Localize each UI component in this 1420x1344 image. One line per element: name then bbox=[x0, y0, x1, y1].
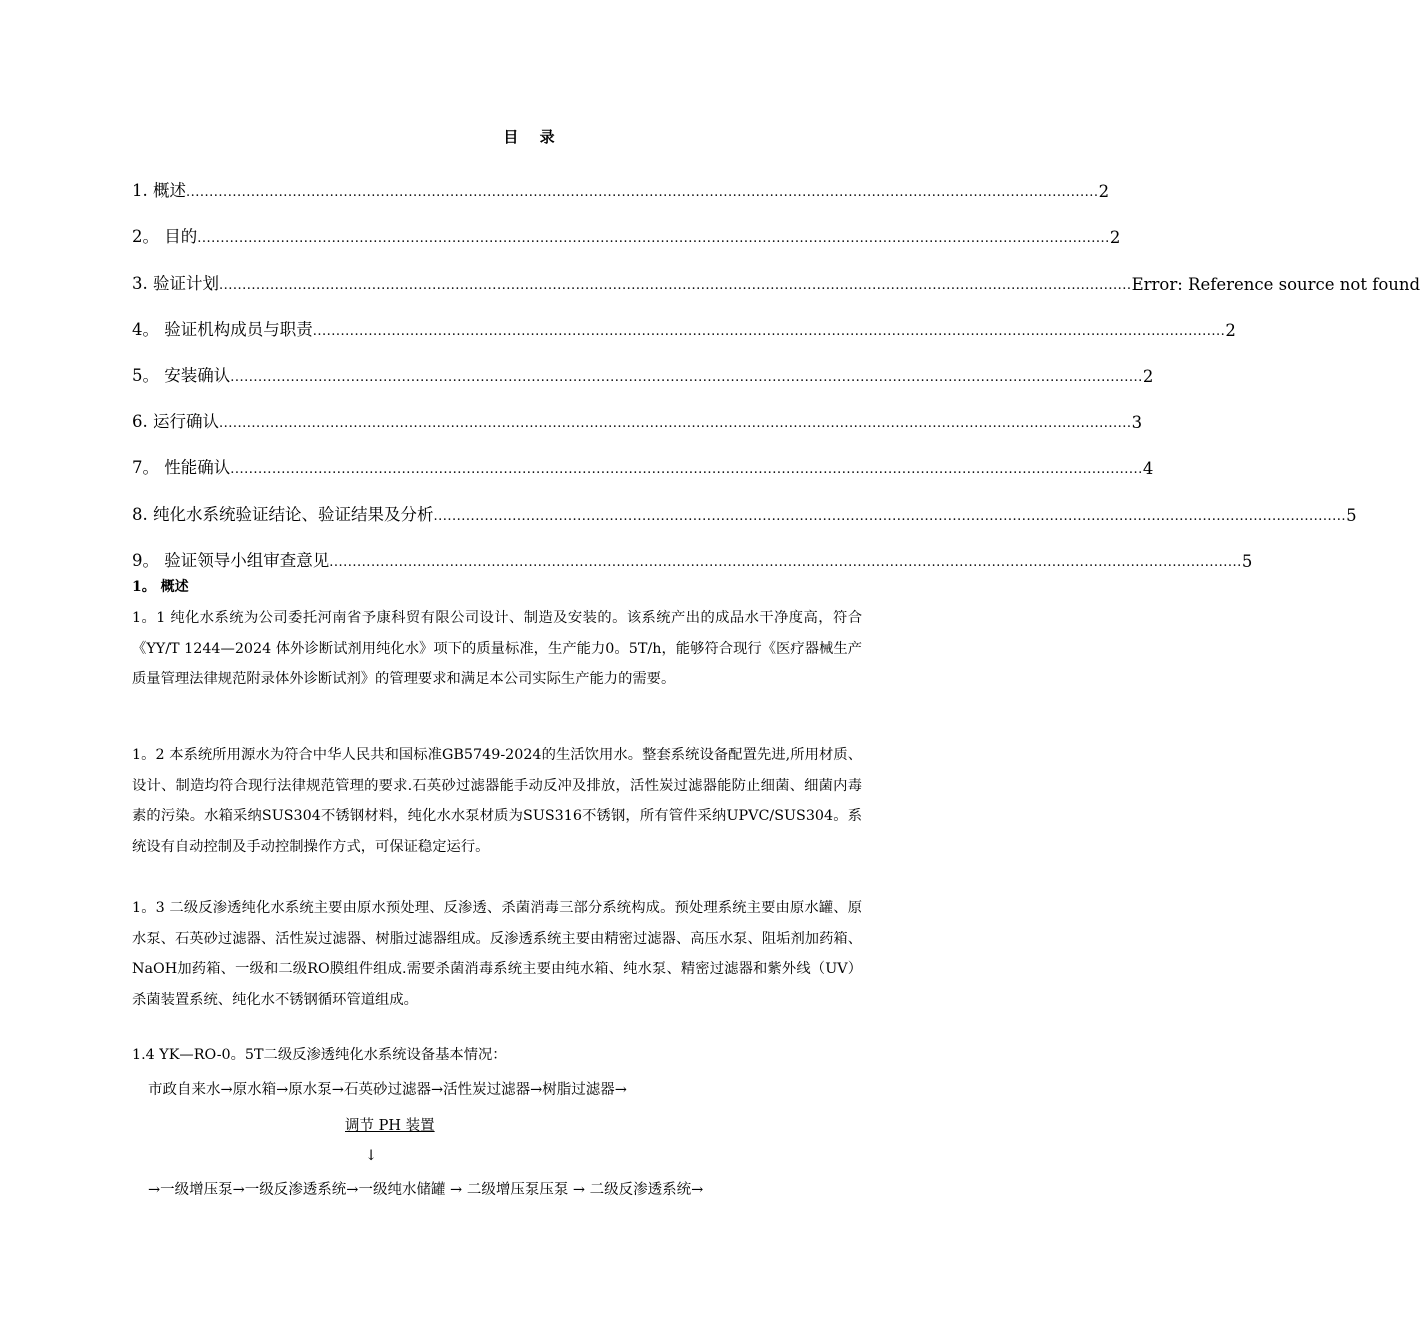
toc-item[interactable] bbox=[132, 386, 1143, 433]
toc-leader: ..................................................................................................................................................................................................... bbox=[329, 554, 1242, 570]
section-heading: 1。 概述 bbox=[132, 579, 189, 595]
toc-item[interactable] bbox=[132, 432, 1154, 479]
toc-item-page: 4 bbox=[1142, 459, 1154, 479]
toc-item-label: 9。 验证领导小组审查意见 bbox=[132, 550, 330, 570]
toc-item-label: 5。 安装确认 bbox=[132, 365, 231, 385]
toc-item-page: Error: Reference source not found bbox=[1131, 274, 1420, 294]
toc-item-label: 3. 验证计划 bbox=[132, 273, 219, 293]
toc-leader: ..................................................................................................................................................................................................... bbox=[197, 231, 1110, 247]
arrow-down-icon: ↓ bbox=[365, 1148, 378, 1164]
toc-leader: ..................................................................................................................................................................................................... bbox=[230, 369, 1143, 385]
toc-item-page: 5 bbox=[1241, 551, 1253, 571]
toc-leader: ..................................................................................................................................................................................................... bbox=[230, 462, 1143, 478]
toc-item[interactable] bbox=[132, 247, 1420, 294]
toc-leader: ..................................................................................................................................................................................................... bbox=[219, 416, 1132, 432]
toc-leader: ..................................................................................................................................................................................................... bbox=[312, 323, 1226, 339]
toc-item-label: 8. 纯化水系统验证结论、验证结果及分析 bbox=[132, 504, 434, 524]
toc-item-label: 2。 目的 bbox=[132, 227, 198, 247]
toc-item-page: 2 bbox=[1098, 182, 1110, 202]
toc-item[interactable] bbox=[132, 525, 1253, 571]
toc-item-page: 3 bbox=[1131, 413, 1143, 433]
toc-leader: ..................................................................................................................................................................................................... bbox=[186, 185, 1099, 201]
toc-item-page: 5 bbox=[1346, 505, 1357, 525]
paragraph-1-1: 1。1 纯化水系统为公司委托河南省予康科贸有限公司设计、制造及安装的。该系统产出的成品水干净度高，符合《YY/T 1244—2024 体外诊断试剂用纯化水》项下的质量标准，生产能力0。5T/h，能够符合现行《医疗器械生产质量管理法律规范附录体外诊断试剂》的管理要求和满足本公司实际生产能力的需要。 bbox=[132, 610, 862, 687]
paragraph-1-4: 1.4 YK—RO-0。5T二级反渗透纯化水系统设备基本情况： bbox=[132, 1047, 507, 1063]
toc-title: 目 录 bbox=[503, 128, 563, 146]
toc-item[interactable] bbox=[132, 201, 1121, 248]
toc-item[interactable] bbox=[132, 478, 1357, 525]
toc-item-label: 7。 性能确认 bbox=[132, 458, 231, 478]
table-of-contents bbox=[132, 155, 1420, 571]
toc-item-label: 1. 概述 bbox=[132, 181, 186, 201]
toc-leader: ..................................................................................................................................................................................................... bbox=[433, 508, 1347, 524]
toc-item-page: 2 bbox=[1142, 366, 1154, 386]
toc-item-label: 6. 运行确认 bbox=[132, 412, 219, 432]
toc-item-label: 4。 验证机构成员与职责 bbox=[132, 319, 313, 339]
toc-item[interactable] bbox=[132, 155, 1110, 202]
toc-item[interactable] bbox=[132, 340, 1154, 386]
process-flow-line-2: →一级增压泵→一级反渗透系统→一级纯水储罐 → 二级增压泵压泵 → 二级反渗透系统→ bbox=[148, 1182, 704, 1198]
toc-leader: ..................................................................................................................................................................................................... bbox=[219, 277, 1132, 293]
toc-item-page: 2 bbox=[1225, 320, 1236, 340]
paragraph-1-3: 1。3 二级反渗透纯化水系统主要由原水预处理、反渗透、杀菌消毒三部分系统构成。预处理系统主要由原水罐、原水泵、石英砂过滤器、活性炭过滤器、树脂过滤器组成。反渗透系统主要由精密过滤器、高压水泵、阻垢剂加药箱、NaOH加药箱、一级和二级RO膜组件组成.需要杀菌消毒系统主要由纯水箱、纯水泵、精密过滤器和紫外线（UV）杀菌装置系统、纯化水不锈钢循环管道组成。 bbox=[132, 900, 862, 1008]
ph-adjust-label: 调节 PH 装置 bbox=[345, 1118, 435, 1134]
process-flow-line-1: 市政自来水→原水箱→原水泵→石英砂过滤器→活性炭过滤器→树脂过滤器→ bbox=[148, 1082, 627, 1098]
paragraph-1-2: 1。2 本系统所用源水为符合中华人民共和国标准GB5749-2024的生活饮用水。整套系统设备配置先进,所用材质、设计、制造均符合现行法律规范管理的要求.石英砂过滤器能手动反冲及排放，活性炭过滤器能防止细菌、细菌内毒素的污染。水箱采纳SUS304不锈钢材料，纯化水水泵材质为SUS316不锈钢，所有管件采纳UPVC/SUS304。系统设有自动控制及手动控制操作方式，可保证稳定运行。 bbox=[132, 747, 862, 855]
toc-item-page: 2 bbox=[1109, 228, 1121, 248]
toc-item[interactable] bbox=[132, 294, 1236, 340]
